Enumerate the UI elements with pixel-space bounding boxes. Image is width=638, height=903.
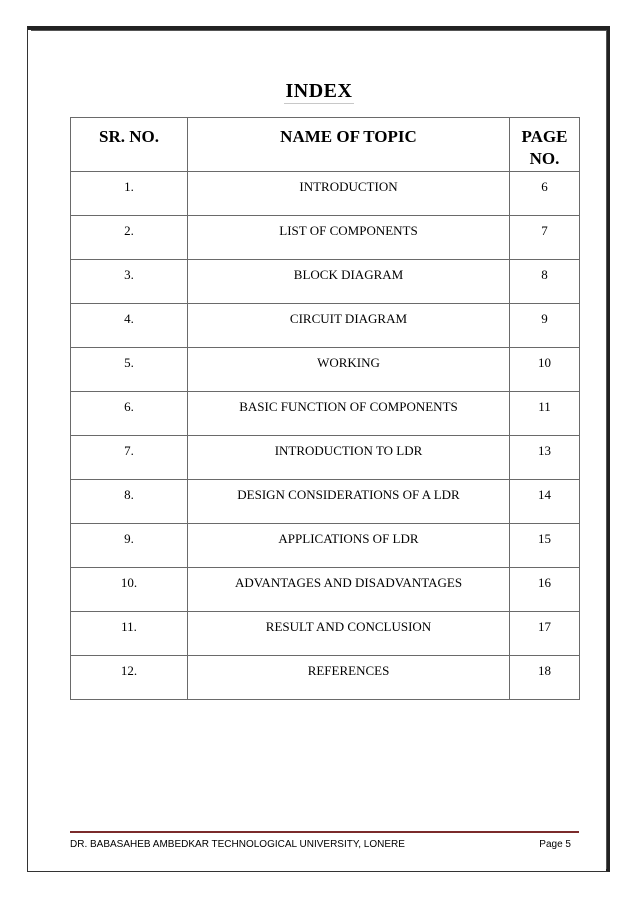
row-page-no: 17 bbox=[510, 612, 580, 656]
row-page-no: 9 bbox=[510, 304, 580, 348]
row-topic: BASIC FUNCTION OF COMPONENTS bbox=[188, 392, 510, 436]
header-page-no: PAGE NO. bbox=[510, 118, 580, 172]
header-topic: NAME OF TOPIC bbox=[188, 118, 510, 172]
table-row bbox=[71, 612, 580, 656]
row-sr-no: 7. bbox=[71, 436, 188, 480]
row-page-no: 7 bbox=[510, 216, 580, 260]
row-page-no: 10 bbox=[510, 348, 580, 392]
row-page-no: 6 bbox=[510, 172, 580, 216]
row-page-no: 11 bbox=[510, 392, 580, 436]
row-topic: RESULT AND CONCLUSION bbox=[188, 612, 510, 656]
row-sr-no: 1. bbox=[71, 172, 188, 216]
row-topic: CIRCUIT DIAGRAM bbox=[188, 304, 510, 348]
table-row bbox=[71, 656, 580, 700]
table-row bbox=[71, 260, 580, 304]
row-page-no: 15 bbox=[510, 524, 580, 568]
table-row bbox=[71, 568, 580, 612]
table-row bbox=[71, 348, 580, 392]
row-topic: LIST OF COMPONENTS bbox=[188, 216, 510, 260]
table-row bbox=[71, 524, 580, 568]
row-page-no: 8 bbox=[510, 260, 580, 304]
row-page-no: 18 bbox=[510, 656, 580, 700]
index-table bbox=[70, 117, 580, 700]
row-sr-no: 5. bbox=[71, 348, 188, 392]
table-row bbox=[71, 304, 580, 348]
row-page-no: 13 bbox=[510, 436, 580, 480]
page-footer bbox=[70, 831, 579, 850]
row-topic: REFERENCES bbox=[188, 656, 510, 700]
table-row bbox=[71, 216, 580, 260]
table-row bbox=[71, 172, 580, 216]
row-sr-no: 10. bbox=[71, 568, 188, 612]
page-title-text: INDEX bbox=[285, 80, 353, 102]
row-sr-no: 4. bbox=[71, 304, 188, 348]
row-topic: BLOCK DIAGRAM bbox=[188, 260, 510, 304]
footer-university: DR. BABASAHEB AMBEDKAR TECHNOLOGICAL UNIVERSITY, LONERE bbox=[70, 839, 405, 850]
table-header-row bbox=[71, 118, 580, 172]
row-sr-no: 2. bbox=[71, 216, 188, 260]
row-topic: ADVANTAGES AND DISADVANTAGES bbox=[188, 568, 510, 612]
row-sr-no: 9. bbox=[71, 524, 188, 568]
row-sr-no: 11. bbox=[71, 612, 188, 656]
row-topic: INTRODUCTION bbox=[188, 172, 510, 216]
table-row bbox=[71, 392, 580, 436]
row-sr-no: 8. bbox=[71, 480, 188, 524]
footer-page-number: Page 5 bbox=[539, 839, 571, 850]
page-title bbox=[0, 80, 638, 103]
row-page-no: 14 bbox=[510, 480, 580, 524]
row-sr-no: 6. bbox=[71, 392, 188, 436]
row-topic: APPLICATIONS OF LDR bbox=[188, 524, 510, 568]
row-topic: DESIGN CONSIDERATIONS OF A LDR bbox=[188, 480, 510, 524]
header-sr-no: SR. NO. bbox=[71, 118, 188, 172]
row-topic: INTRODUCTION TO LDR bbox=[188, 436, 510, 480]
table-row bbox=[71, 436, 580, 480]
table-row bbox=[71, 480, 580, 524]
row-page-no: 16 bbox=[510, 568, 580, 612]
row-topic: WORKING bbox=[188, 348, 510, 392]
row-sr-no: 3. bbox=[71, 260, 188, 304]
row-sr-no: 12. bbox=[71, 656, 188, 700]
